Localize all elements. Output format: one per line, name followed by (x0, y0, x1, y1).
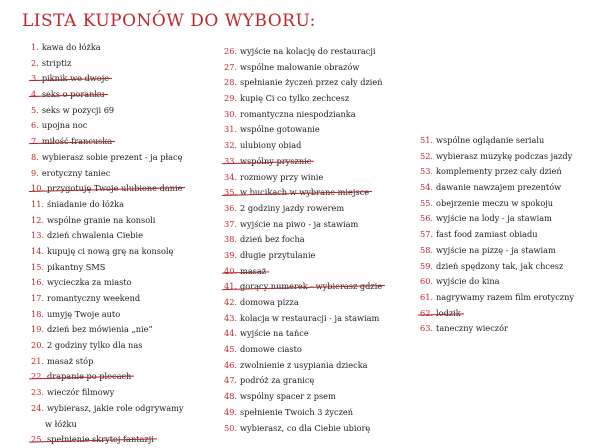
coupon-text: wspólny spacer z psem (240, 391, 336, 402)
coupon-text: seks o poranku (41, 89, 105, 100)
coupon-item (31, 118, 183, 134)
coupon-text: przygotuję Twoje ulubione danie (47, 183, 183, 194)
coupon-number: 63. (420, 323, 434, 334)
coupon-item (224, 170, 383, 186)
coupon-number: 34. (224, 171, 238, 182)
coupon-number: 41. (224, 281, 238, 292)
coupon-text: spełnianie życzeń przez cały dzień (240, 77, 383, 88)
coupon-item (224, 75, 383, 91)
page-title: LISTA KUPONÓW DO WYBORU: (22, 11, 316, 31)
coupon-number: 4. (31, 89, 39, 100)
coupon-text: pikantny SMS (47, 261, 106, 272)
coupon-item (31, 40, 183, 56)
coupon-number: 17. (31, 293, 45, 303)
coupon-text: miłość francuska (41, 136, 113, 147)
coupon-number: 60. (420, 276, 434, 287)
coupon-number: 7. (31, 136, 39, 147)
coupon-text: wyjście na pizzę - ja stawiam (436, 244, 556, 255)
coupon-text: wspólny prysznic (240, 155, 312, 166)
coupon-text: piknik we dwoje (41, 73, 110, 84)
coupon-number: 59. (420, 260, 434, 271)
coupon-item (224, 311, 383, 327)
coupon-text: wspólne gotowanie (240, 124, 320, 135)
coupon-text: kupuję ci nową grę na konsolę (47, 245, 174, 256)
coupon-number: 51. (420, 135, 434, 145)
coupon-number: 5. (31, 104, 39, 115)
coupon-text: spełnienie skrytej fantazji (47, 434, 154, 445)
coupon-number: 8. (31, 151, 39, 162)
coupon-text: romantyczna niespodzianka (240, 108, 356, 119)
coupon-text: wyjście na piwo - ja stawiam (240, 218, 359, 229)
coupon-number: 29. (224, 93, 238, 104)
coupon-number: 38. (224, 234, 238, 245)
coupon-number: 18. (31, 308, 45, 319)
coupon-item (224, 326, 383, 342)
coupon-item (31, 291, 183, 307)
coupon-column-1 (31, 40, 183, 448)
coupon-number: 25. (31, 434, 45, 445)
coupon-text: dzień bez focha (240, 234, 305, 245)
coupon-item (31, 354, 183, 370)
coupon-text: domowe ciasto (240, 344, 302, 355)
coupon-text: rozmowy przy winie (240, 171, 324, 182)
coupon-number: 32. (224, 140, 238, 151)
coupon-number: 37. (224, 218, 238, 229)
coupon-item (224, 373, 383, 389)
coupon-column-2 (224, 44, 383, 436)
coupon-text: wybierasz, jakie role odgrywamy (47, 402, 184, 413)
coupon-text: kupię Ci co tylko zechcesz (240, 93, 350, 104)
coupon-item (31, 166, 183, 182)
coupon-text: dawanie nawzajem prezentów (436, 182, 562, 193)
coupon-number: 44. (224, 328, 238, 339)
coupon-item (224, 217, 383, 233)
coupon-item (31, 213, 183, 229)
coupon-text: dzień spędzony tak, jak chcesz (436, 260, 564, 271)
coupon-item (224, 342, 383, 358)
coupon-number: 49. (224, 406, 238, 417)
coupon-item (420, 290, 574, 306)
coupon-text: w bucikach w wybrane miejsce (240, 187, 370, 198)
coupon-item (420, 306, 574, 322)
coupon-item (31, 260, 183, 276)
coupon-text: taneczny wieczór (436, 323, 508, 334)
coupon-text: romantyczny weekend (47, 293, 141, 303)
coupon-number: 24. (31, 402, 45, 413)
coupon-item (224, 279, 383, 295)
coupon-number: 36. (224, 202, 238, 213)
coupon-text: kolacja w restauracji - ja stawiam (240, 312, 380, 323)
coupon-number: 22. (31, 371, 45, 382)
coupon-text: wyjście na tańce (240, 328, 309, 339)
coupon-item (224, 60, 383, 76)
coupon-item (224, 107, 383, 123)
coupon-number: 16. (31, 277, 45, 288)
coupon-item (31, 134, 183, 150)
coupon-text: drapanie po plecach (47, 371, 132, 382)
coupon-number: 6. (31, 120, 39, 131)
coupon-text: dzień bez mówienia „nie” (47, 324, 153, 335)
coupon-text: striptiz (41, 57, 72, 68)
coupon-number: 47. (224, 375, 238, 386)
coupon-text: masaż (240, 265, 267, 276)
coupon-number: 10. (31, 183, 45, 194)
coupon-number: 28. (224, 77, 238, 88)
coupon-item (224, 122, 383, 138)
coupon-number: 58. (420, 244, 434, 255)
coupon-number: 55. (420, 197, 434, 208)
coupon-number: 12. (31, 214, 45, 225)
coupon-text: wybierasz, co dla Ciebie ubiorę (240, 422, 371, 433)
coupon-item (224, 421, 383, 437)
coupon-number: 1. (31, 42, 39, 52)
coupon-text: seks w pozycji 69 (41, 104, 115, 115)
coupon-number: 53. (420, 166, 434, 177)
coupon-item (420, 274, 574, 290)
coupon-number: 27. (224, 61, 238, 72)
coupon-number: 14. (31, 245, 45, 256)
coupon-item (31, 228, 183, 244)
coupon-text: kawa do łóżka (41, 42, 101, 52)
coupon-text: śniadanie do łóżka (47, 198, 124, 209)
coupon-item (31, 197, 183, 213)
coupon-item (31, 181, 183, 197)
coupon-item (224, 248, 383, 264)
coupon-text: domowa pizza (240, 297, 299, 307)
coupon-number: 48. (224, 391, 238, 402)
coupon-item (420, 211, 574, 227)
coupon-text: 2 godziny jazdy rowerem (240, 202, 345, 213)
coupon-item (31, 322, 183, 338)
coupon-text: obejrzenie meczu w spokoju (436, 197, 554, 208)
coupon-item (31, 432, 183, 448)
coupon-item (31, 401, 183, 432)
coupon-number: 45. (224, 344, 238, 355)
coupon-item (31, 56, 183, 72)
coupon-text: nagrywamy razem film erotyczny (436, 291, 575, 302)
coupon-item (31, 71, 183, 87)
coupon-number: 42. (224, 297, 238, 307)
coupon-text: komplementy przez cały dzień (436, 166, 562, 177)
coupon-number: 50. (224, 422, 238, 433)
coupon-text: umyję Twoje auto (47, 308, 121, 319)
coupon-item (31, 338, 183, 354)
coupon-item (224, 154, 383, 170)
coupon-number: 21. (31, 355, 45, 366)
coupon-text-continued: w łóżku (45, 418, 77, 429)
coupon-text: wyjście do kina (436, 276, 500, 287)
coupon-number: 46. (224, 359, 238, 370)
coupon-number: 40. (224, 265, 238, 276)
coupon-number: 43. (224, 312, 238, 323)
coupon-item (31, 307, 183, 323)
coupon-text: gorący numerek - wybierasz gdzie (240, 281, 383, 292)
coupon-item (224, 389, 383, 405)
coupon-text: podróż za granicę (240, 375, 315, 386)
coupon-text: wybierasz muzykę podczas jazdy (436, 150, 573, 161)
coupon-text: wieczór filmowy (47, 387, 115, 398)
coupon-item (31, 150, 183, 166)
coupon-item (420, 321, 574, 337)
coupon-item (420, 180, 574, 196)
coupon-item (31, 385, 183, 401)
coupon-text: wybierasz sobie prezent - ja płacę (41, 151, 183, 162)
coupon-text: masaż stóp (47, 355, 94, 366)
coupon-item (31, 87, 183, 103)
coupon-number: 54. (420, 182, 434, 193)
coupon-number: 23. (31, 387, 45, 398)
coupon-text: wyjście na lody - ja stawiam (436, 213, 552, 224)
coupon-item (224, 295, 383, 311)
coupon-item (224, 138, 383, 154)
coupon-item (420, 133, 574, 149)
coupon-item (224, 358, 383, 374)
coupon-number: 62. (420, 307, 434, 318)
coupon-item (31, 369, 183, 385)
coupon-text: wycieczka za miasto (47, 277, 132, 288)
coupon-item (224, 264, 383, 280)
coupon-text: dzień chwalenia Ciebie (47, 230, 143, 241)
coupon-text: erotyczny taniec (41, 167, 111, 178)
coupon-text: zwolnienie z usypiania dziecka (240, 359, 368, 370)
coupon-text: lodzik (436, 307, 461, 318)
coupon-number: 26. (224, 46, 238, 56)
coupon-text: wspólne malowanie obrazów (240, 61, 360, 72)
coupon-number: 57. (420, 229, 434, 240)
coupon-item (31, 275, 183, 291)
coupon-item (420, 243, 574, 259)
coupon-number: 19. (31, 324, 45, 335)
coupon-item (224, 44, 383, 60)
coupon-text: wspólne granie na konsoli (47, 214, 156, 225)
coupon-column-3 (420, 133, 574, 337)
coupon-number: 2. (31, 57, 39, 68)
coupon-text: spełnienie Twoich 3 życzeń (240, 406, 354, 417)
coupon-number: 11. (31, 198, 45, 209)
coupon-text: wspólne oglądanie serialu (436, 135, 545, 145)
coupon-text: ulubiony obiad (240, 140, 302, 151)
coupon-number: 13. (31, 230, 45, 241)
coupon-number: 56. (420, 213, 434, 224)
coupon-text: długie przytulanie (240, 249, 316, 260)
coupon-item (420, 196, 574, 212)
coupon-number: 39. (224, 249, 238, 260)
coupon-number: 35. (224, 187, 238, 198)
coupon-item (420, 259, 574, 275)
coupon-number: 52. (420, 150, 434, 161)
coupon-number: 9. (31, 167, 39, 178)
coupon-text: 2 godziny tylko dla nas (47, 340, 143, 351)
coupon-number: 30. (224, 108, 238, 119)
coupon-number: 3. (31, 73, 39, 84)
coupon-item (224, 91, 383, 107)
coupon-item (224, 232, 383, 248)
coupon-text: fast food zamiast obiadu (436, 229, 538, 240)
coupon-number: 33. (224, 155, 238, 166)
coupon-item (224, 201, 383, 217)
coupon-item (224, 185, 383, 201)
coupon-text: wyjście na kolację do restauracji (240, 46, 376, 56)
coupon-text: upojna noc (41, 120, 88, 131)
coupon-number: 61. (420, 291, 434, 302)
coupon-item (420, 227, 574, 243)
coupon-item (31, 244, 183, 260)
coupon-item (31, 103, 183, 119)
coupon-item (224, 405, 383, 421)
coupon-item (420, 164, 574, 180)
coupon-number: 15. (31, 261, 45, 272)
coupon-number: 31. (224, 124, 238, 135)
coupon-number: 20. (31, 340, 45, 351)
coupon-item (420, 149, 574, 165)
